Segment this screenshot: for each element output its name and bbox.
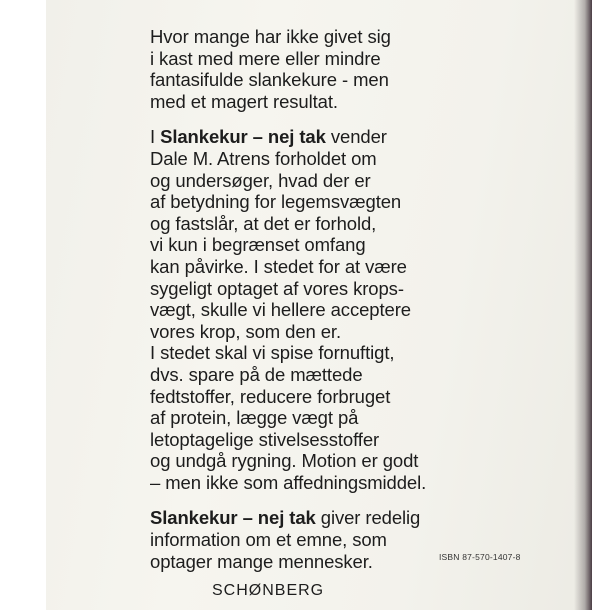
text-fragment: I <box>150 126 161 148</box>
text-line: Hvor mange har ikke givet sig <box>150 26 391 47</box>
book-title-inline: Slankekur – nej tak <box>160 126 326 148</box>
text-line: med et magert resultat. <box>150 90 338 112</box>
text-line: dvs. spare på de mættede <box>150 363 363 385</box>
text-line: og fastslår, at det er forhold, <box>150 212 377 234</box>
text-fragment: giver redelig <box>315 507 421 529</box>
blurb-paragraph-2 <box>150 126 510 493</box>
text-line: – men ikke som affedningsmiddel. <box>150 471 427 493</box>
isbn-number: ISBN 87-570-1407-8 <box>439 552 521 562</box>
text-line <box>150 126 510 148</box>
text-line: af protein, lægge vægt på <box>150 407 359 429</box>
blurb-text <box>150 26 510 586</box>
text-fragment: vender <box>325 126 387 148</box>
text-line: I stedet skal vi spise fornuftigt, <box>150 342 395 364</box>
text-line: optager mange mennesker. <box>150 550 373 572</box>
blurb-paragraph-3 <box>150 507 510 572</box>
text-line: sygeligt optaget af vores krops- <box>150 277 404 299</box>
text-line: fantasifulde slankekure - men <box>150 69 389 91</box>
cover-edge-shadow <box>574 0 592 610</box>
text-line <box>150 507 510 529</box>
text-line: vores krop, som den er. <box>150 320 342 342</box>
text-line: og undgå rygning. Motion er godt <box>150 450 419 472</box>
text-line: Dale M. Atrens forholdet om <box>150 147 377 169</box>
book-title-inline: Slankekur – nej tak <box>150 507 316 529</box>
text-line: vi kun i begrænset omfang <box>150 234 366 256</box>
text-line: letoptagelige stivelsesstoffer <box>150 428 380 450</box>
text-line: vægt, skulle vi hellere acceptere <box>150 299 411 321</box>
background-edge <box>592 0 610 610</box>
text-line: i kast med mere eller mindre <box>150 47 381 69</box>
text-line: kan påvirke. I stedet for at være <box>150 255 407 277</box>
text-line: og undersøger, hvad der er <box>150 169 371 191</box>
publisher-name: SCHØNBERG <box>212 582 325 599</box>
text-line: fedtstoffer, reducere forbruget <box>150 385 391 407</box>
text-line: information om et emne, som <box>150 529 387 551</box>
book-back-cover <box>46 0 592 610</box>
blurb-paragraph-1 <box>150 26 510 112</box>
text-line: af betydning for legemsvægten <box>150 191 402 213</box>
